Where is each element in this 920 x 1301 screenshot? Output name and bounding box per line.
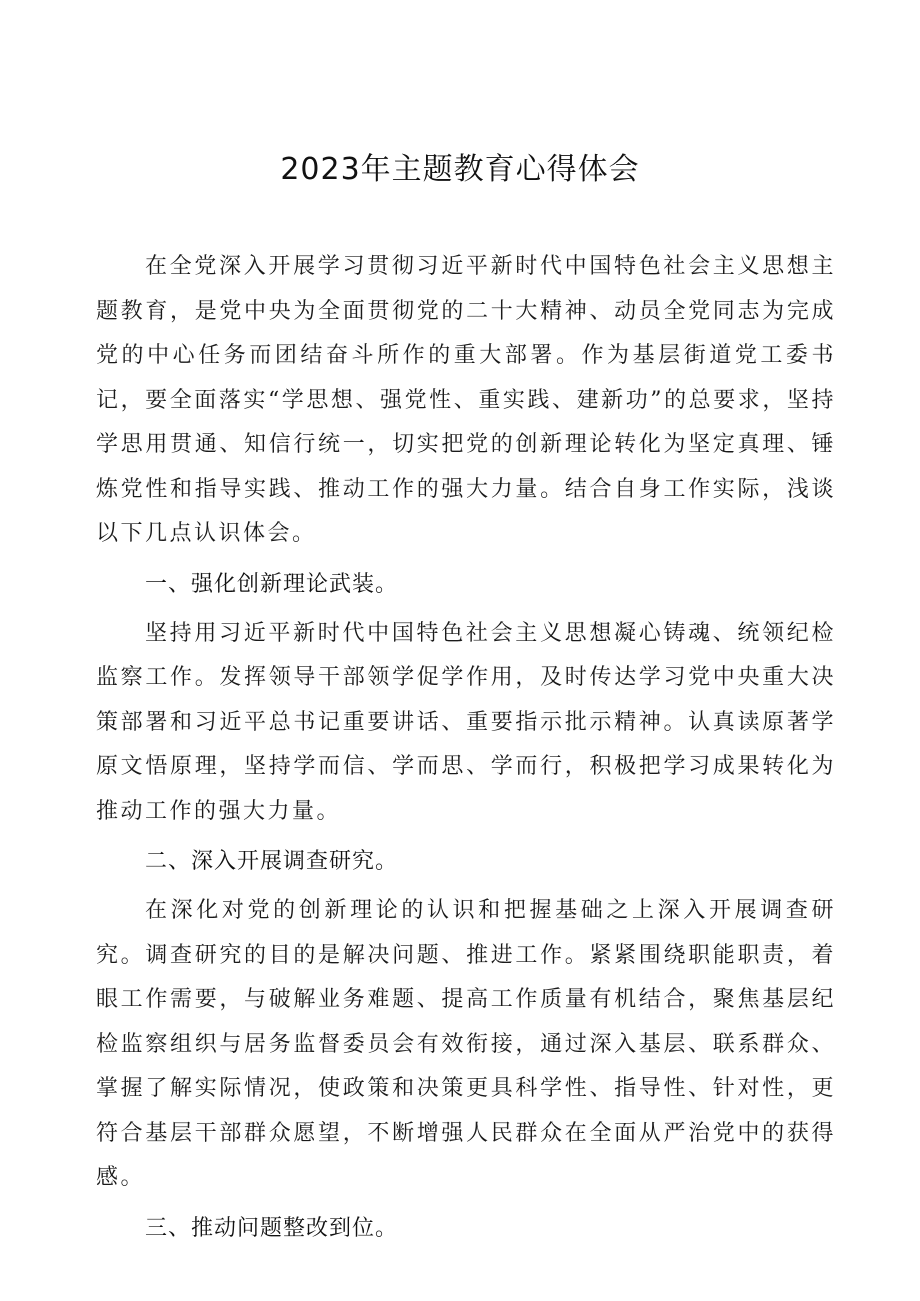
section-heading-2: 二、深入开展调查研究。 (145, 849, 399, 874)
section-paragraph-2: 在深化对党的创新理论的认识和把握基础之上深入开展调查研究。调查研究的目的是解决问题、推进工作。紧紧围绕职能职责，着眼工作需要，与破解业务难题、提高工作质量有机结合，聚焦基层纪检监察组织与居务监督委员会有效衔接，通过深入基层、联系群众、掌握了解实际情况，使政策和决策更具科学性、指导性、针对性，更符合基层干部群众愿望，不断增强人民群众在全面从严治党中的获得感。 (96, 898, 836, 1190)
section-paragraph-1: 坚持用习近平新时代中国特色社会主义思想凝心铸魂、统领纪检监察工作。发挥领导干部领学促学作用，及时传达学习党中央重大决策部署和习近平总书记重要讲话、重要指示批示精神。认真读原著学原文悟原理，坚持学而信、学而思、学而行，积极把学习成果转化为推动工作的强大力量。 (96, 620, 836, 824)
intro-paragraph: 在全党深入开展学习贯彻习近平新时代中国特色社会主义思想主题教育，是党中央为全面贯彻党的二十大精神、动员全党同志为完成党的中心任务而团结奋斗所作的重大部署。作为基层街道党工委书记，要全面落实“学思想、强党性、重实践、建新功”的总要求，坚持学思用贯通、知信行统一，切实把党的创新理论转化为坚定真理、锤炼党性和指导实践、推动工作的强大力量。结合自身工作实际，浅谈以下几点认识体会。 (96, 254, 836, 546)
section-heading-3: 三、推动问题整改到位。 (145, 1215, 399, 1241)
document-body (96, 245, 836, 1256)
section-heading-1: 一、强化创新理论武装。 (145, 571, 399, 597)
document-title: 2023年主题教育心得体会 (280, 152, 640, 187)
